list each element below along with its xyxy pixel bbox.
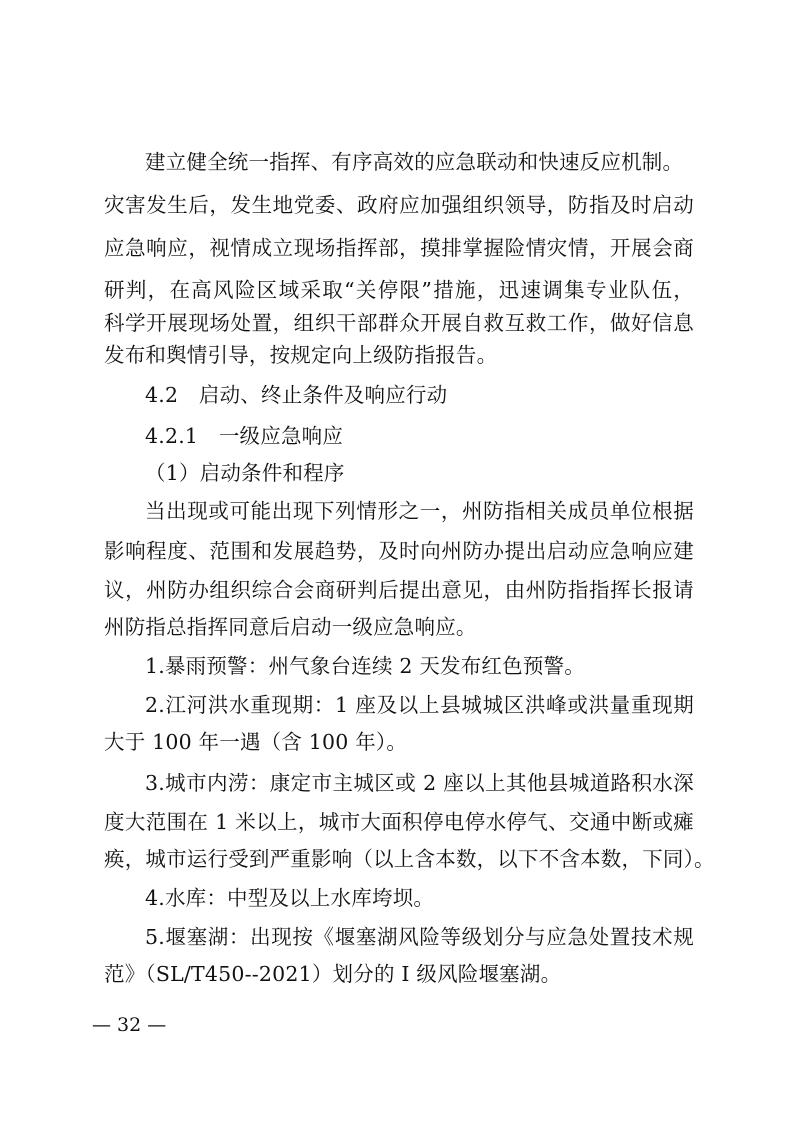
list-item: 3.城市内涝：康定市主城区或 2 座以上其他县城道路积水深 <box>145 771 694 795</box>
list-item-continuation: 范》（SL/T450--2021）划分的 I 级风险堰塞湖。 <box>104 962 562 986</box>
page-number: — 32 — <box>92 1014 167 1036</box>
subsection-heading: 4.2.1 一级应急响应 <box>145 424 344 448</box>
paragraph-line: 科学开展现场处置，组织干部群众开展自救互救工作，做好信息 <box>104 311 694 335</box>
paragraph-line: 发布和舆情引导，按规定向上级防指报告。 <box>104 343 498 367</box>
paragraph-line: 灾害发生后，发生地党委、政府应加强组织领导，防指及时启动 <box>104 193 694 217</box>
list-item: 5.堰塞湖：出现按《堰塞湖风险等级划分与应急处置技术规 <box>145 925 694 949</box>
paragraph-line: 建立健全统一指挥、有序高效的应急联动和快速反应机制。 <box>145 150 684 174</box>
paragraph-line: 议，州防办组织综合会商研判后提出意见，由州防指指挥长报请 <box>104 578 694 602</box>
list-item: 1.暴雨预警：州气象台连续 2 天发布红色预警。 <box>145 654 585 678</box>
paragraph-line: 应急响应，视情成立现场指挥部，摸排掌握险情灾情，开展会商 <box>104 236 694 260</box>
paragraph-line: 州防指总指挥同意后启动一级应急响应。 <box>104 615 477 639</box>
item-heading: （1）启动条件和程序 <box>145 461 345 485</box>
list-item-continuation: 痪，城市运行受到严重影响（以上含本数，以下不含本数，下同）。 <box>104 847 715 871</box>
paragraph-line: 影响程度、范围和发展趋势，及时向州防办提出启动应急响应建 <box>104 539 694 563</box>
paragraph-line: 当出现或可能出现下列情形之一，州防指相关成员单位根据 <box>145 499 694 523</box>
list-item: 2.江河洪水重现期：1 座及以上县城城区洪峰或洪量重现期 <box>145 693 694 717</box>
paragraph-line: 研判，在高风险区域采取“关停限”措施，迅速调集专业队伍， <box>104 278 694 302</box>
list-item-continuation: 度大范围在 1 米以上，城市大面积停电停水停气、交通中断或瘫 <box>104 810 694 834</box>
list-item-continuation: 大于 100 年一遇（含 100 年）。 <box>104 730 408 754</box>
list-item: 4.水库：中型及以上水库垮坝。 <box>145 886 435 910</box>
section-heading: 4.2 启动、终止条件及响应行动 <box>145 383 448 407</box>
